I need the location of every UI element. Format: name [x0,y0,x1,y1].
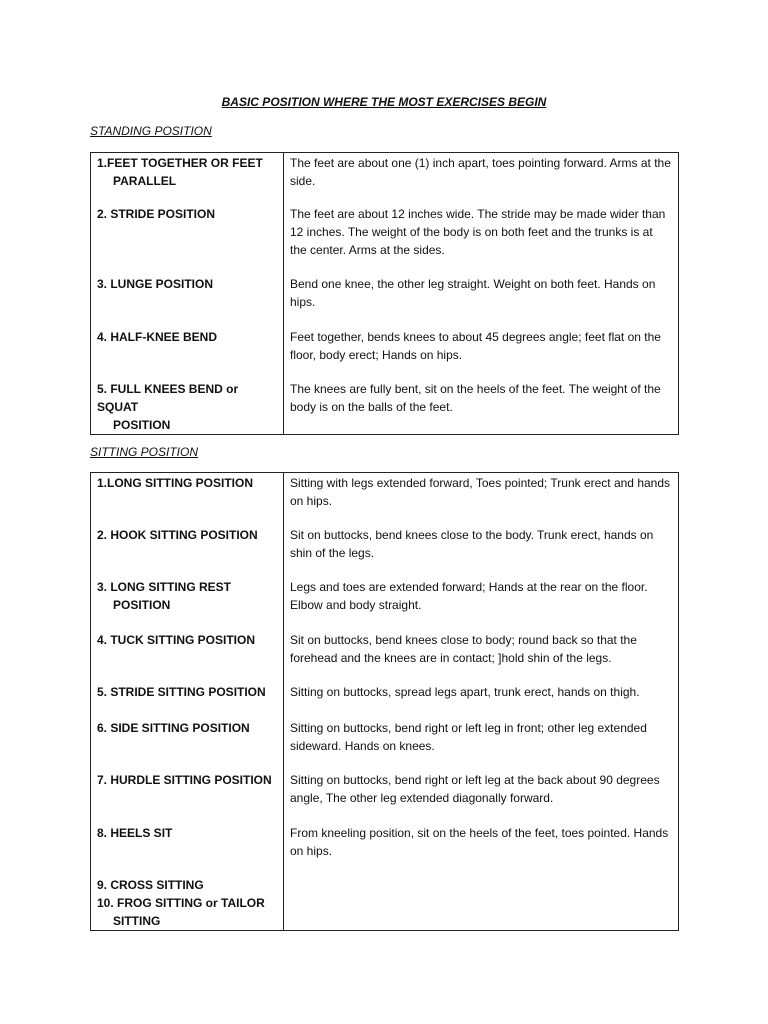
position-description: The feet are about one (1) inch apart, toes pointing forward. Arms at the side. [284,153,679,205]
standing-row [91,328,679,380]
position-name-line: 8. HEELS SIT [97,825,173,840]
standing-position-table [90,152,679,435]
position-name [91,275,284,328]
position-name-line: 2. HOOK SITTING POSITION [97,527,258,542]
position-name [91,473,284,526]
sitting-row [91,876,679,931]
sitting-row [91,526,679,578]
position-description: Sitting with legs extended forward, Toes pointed; Trunk erect and hands on hips. [284,473,679,526]
position-description: Sit on buttocks, bend knees close to body; round back so that the forehead and the knees are in contact; ]hold shin of the legs. [284,631,679,683]
position-name [91,719,284,771]
position-name-line: 7. HURDLE SITTING POSITION [97,772,272,787]
position-description: The feet are about 12 inches wide. The stride may be made wider than 12 inches. The weight of the body is on both feet and the trunks is at the center. Arms at the sides. [284,205,679,275]
position-name-line: 3. LONG SITTING REST [97,579,232,594]
sitting-row [91,631,679,683]
standing-row [91,275,679,328]
sitting-row [91,578,679,631]
sitting-row [91,824,679,876]
position-name-line: SITTING [113,913,161,928]
standing-row [91,380,679,435]
position-description: Sit on buttocks, bend knees close to the body. Trunk erect, hands on shin of the legs. [284,526,679,578]
position-description: The knees are fully bent, sit on the heels of the feet. The weight of the body is on the balls of the feet. [284,380,679,435]
position-name-line: 1.FEET TOGETHER OR FEET [97,156,263,170]
sitting-row [91,473,679,526]
position-name [91,205,284,275]
position-description: Bend one knee, the other leg straight. Weight on both feet. Hands on hips. [284,275,679,328]
position-name-line: 2. STRIDE POSITION [97,206,216,221]
position-name-line: 5. FULL KNEES BEND or SQUAT [97,381,239,414]
position-name [91,380,284,435]
position-name [91,683,284,719]
sitting-row [91,683,679,719]
position-name-line: 4. HALF-KNEE BEND [97,329,218,344]
position-name [91,578,284,631]
position-name-line: 1.LONG SITTING POSITION [97,476,254,490]
position-description: Sitting on buttocks, bend right or left leg at the back about 90 degrees angle, The other leg extended diagonally forward. [284,771,679,824]
position-description: Sitting on buttocks, spread legs apart, trunk erect, hands on thigh. [284,683,679,719]
document-title: BASIC POSITION WHERE THE MOST EXERCISES BEGIN [221,95,547,109]
position-description: Feet together, bends knees to about 45 degrees angle; feet flat on the floor, body erect; Hands on hips. [284,328,679,380]
sitting-position-table [90,472,679,931]
sitting-row [91,771,679,824]
position-name [91,328,284,380]
position-name-line: 5. STRIDE SITTING POSITION [97,684,266,699]
position-name [91,824,284,876]
position-name [91,876,284,931]
position-name-line: 9. CROSS SITTING [97,877,204,892]
position-description: Sitting on buttocks, bend right or left leg in front; other leg extended sideward. Hands on knees. [284,719,679,771]
standing-row [91,205,679,275]
position-name-line: POSITION [113,417,171,432]
sitting-heading: SITTING POSITION [90,445,199,459]
position-description [284,876,679,931]
position-description: Legs and toes are extended forward; Hands at the rear on the floor. Elbow and body straight. [284,578,679,631]
standing-row [91,153,679,205]
sitting-row [91,719,679,771]
position-description: From kneeling position, sit on the heels of the feet, toes pointed. Hands on hips. [284,824,679,876]
position-name-line: 4. TUCK SITTING POSITION [97,632,256,647]
position-name-line: POSITION [113,597,171,612]
position-name [91,631,284,683]
standing-heading: STANDING POSITION [90,124,212,138]
position-name [91,153,284,205]
position-name-line: PARALLEL [113,174,177,188]
position-name [91,526,284,578]
position-name-line: 6. SIDE SITTING POSITION [97,720,250,735]
position-name-line: 3. LUNGE POSITION [97,276,214,291]
position-name-line: 10. FROG SITTING or TAILOR [97,895,265,910]
position-name [91,771,284,824]
